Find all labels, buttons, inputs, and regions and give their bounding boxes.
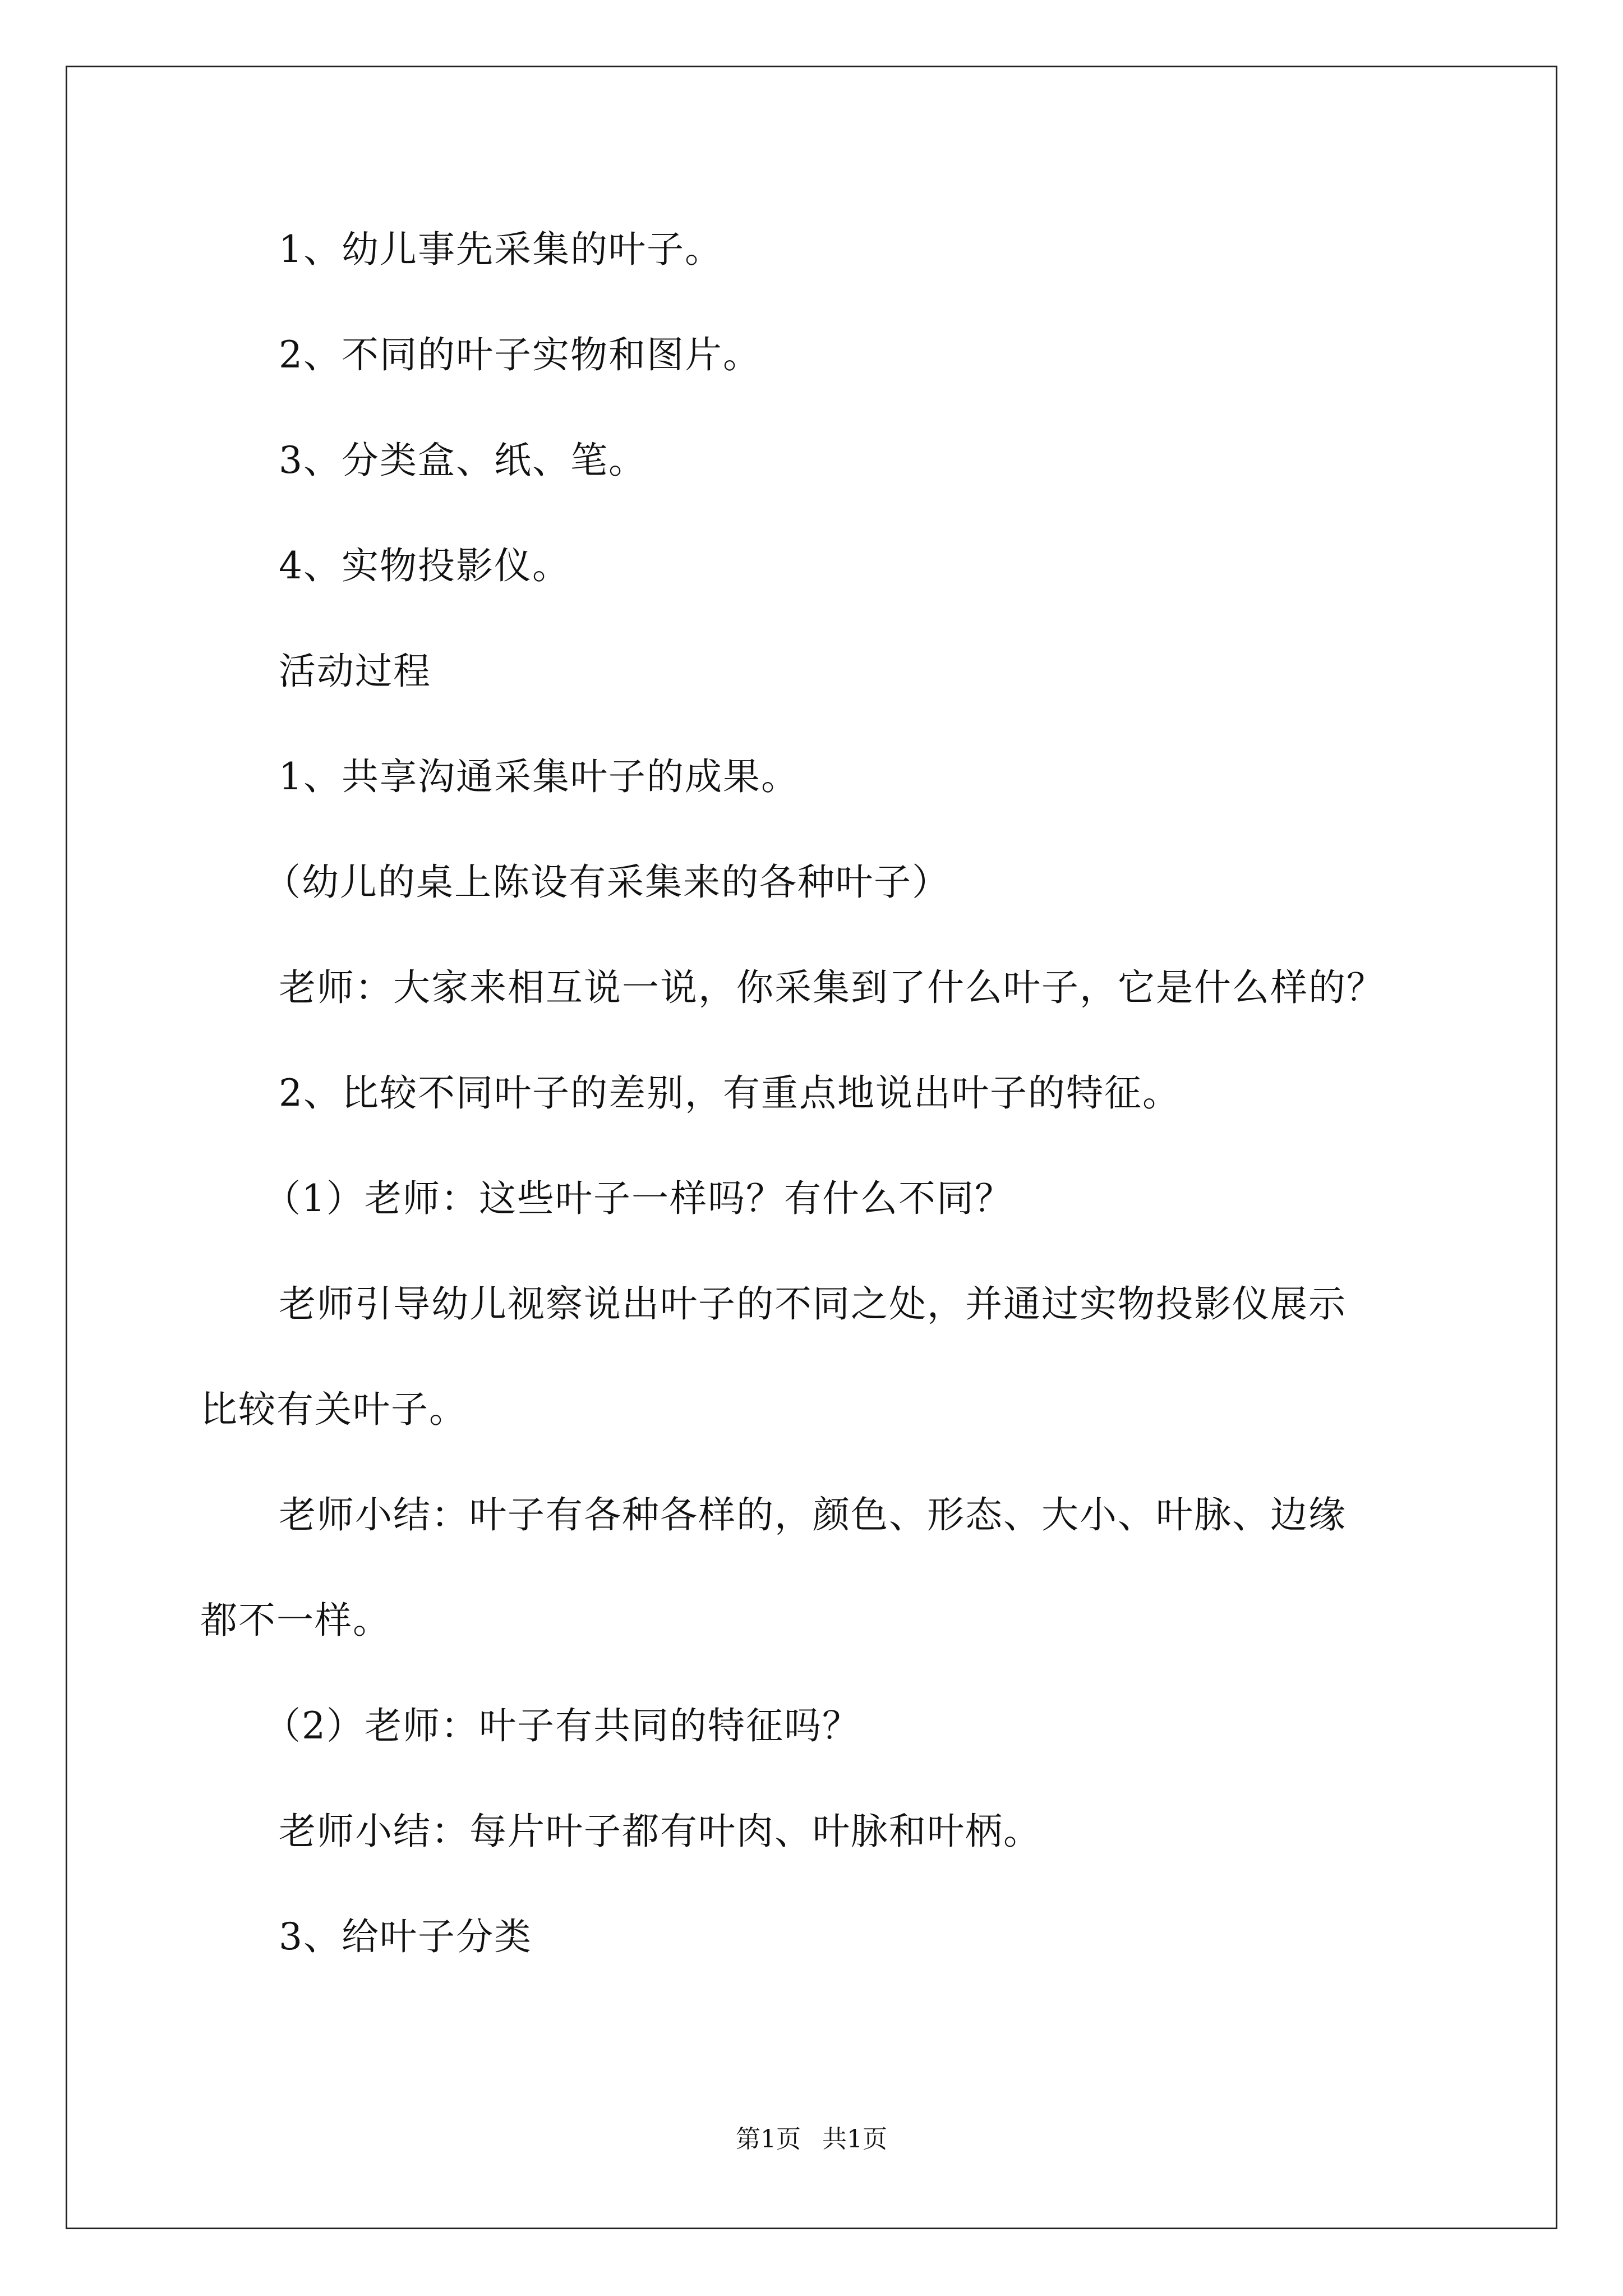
material-item-2: 2、不同的叶子实物和图片。 — [279, 333, 761, 376]
page-border — [66, 66, 1557, 2229]
step-2: 2、比较不同叶子的差别，有重点地说出叶子的特征。 — [279, 1071, 1181, 1115]
step-2-question-1: （1）老师：这些叶子一样吗？有什么不同？ — [264, 1177, 1013, 1220]
step-1: 1、共享沟通采集叶子的成果。 — [279, 755, 799, 798]
step-2-guidance-line-1: 老师引导幼儿视察说出叶子的不同之处，并通过实物投影仪展示 — [279, 1282, 1347, 1326]
step-2-question-2: （2）老师：叶子有共同的特征吗？ — [264, 1704, 860, 1747]
step-3: 3、给叶子分类 — [279, 1915, 532, 1958]
page-footer — [0, 2123, 1623, 2156]
step-2-summary-line-2: 都不一样。 — [200, 1599, 391, 1642]
material-item-1: 1、幼儿事先采集的叶子。 — [279, 228, 723, 271]
step-1-teacher-prompt: 老师：大家来相互说一说，你采集到了什么叶子，它是什么样的？ — [279, 966, 1385, 1009]
section-heading: 活动过程 — [279, 650, 431, 693]
step-1-note: （幼儿的桌上陈设有采集来的各种叶子） — [264, 861, 950, 904]
step-2-summary-line-1: 老师小结：叶子有各种各样的，颜色、形态、大小、叶脉、边缘 — [279, 1493, 1347, 1536]
material-item-3: 3、分类盒、纸、笔。 — [279, 439, 647, 482]
page-number: 第1页 — [736, 2125, 801, 2154]
material-item-4: 4、实物投影仪。 — [279, 544, 570, 587]
step-2-summary-2: 老师小结：每片叶子都有叶肉、叶脉和叶柄。 — [279, 1810, 1041, 1853]
step-2-guidance-line-2: 比较有关叶子。 — [200, 1388, 467, 1431]
page-total: 共1页 — [822, 2125, 887, 2154]
